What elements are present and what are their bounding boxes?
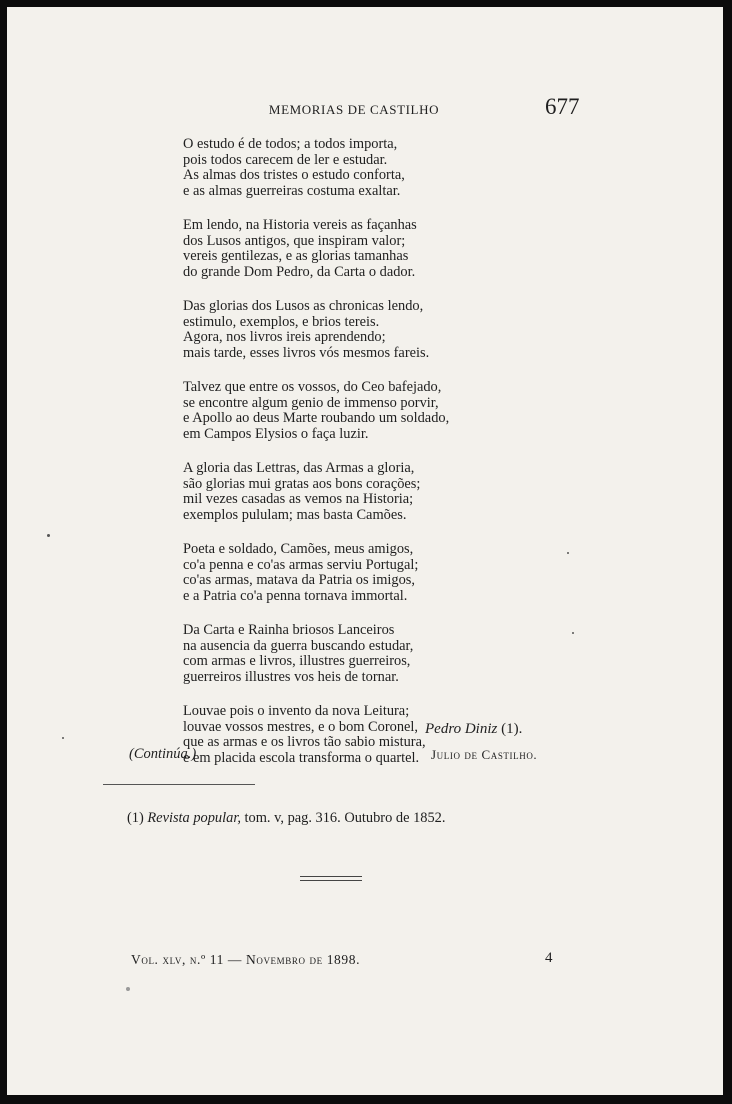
poem-line: Poeta e soldado, Camões, meus amigos,	[183, 541, 414, 557]
poem-line: do grande Dom Pedro, da Carta o dador.	[183, 263, 416, 280]
ink-speck	[62, 737, 64, 739]
stanza	[183, 299, 523, 361]
poem-line: estimulo, exemplos, e brios tereis.	[183, 313, 380, 330]
ink-speck	[567, 552, 569, 554]
poem-line: e a Patria co'a penna tornava immortal.	[183, 587, 408, 604]
footnote	[127, 810, 445, 827]
poem-line: Agora, nos livros ireis aprendendo;	[183, 329, 386, 345]
stanza	[183, 623, 523, 685]
continued-note: (Continúa.)	[129, 746, 197, 762]
poem-line: co'a penna e co'as armas serviu Portugal;	[183, 556, 419, 573]
footnote-divider	[103, 784, 255, 785]
poem-line: louvae vossos mestres, e o bom Coronel,	[183, 718, 419, 735]
poem-line: são glorias mui gratas aos bons corações;	[183, 475, 421, 492]
poem-line: dos Lusos antigos, que inspiram valor;	[183, 232, 406, 249]
footnote-source-title: Revista popular,	[147, 810, 241, 826]
author-footnote-ref: (1).	[501, 721, 523, 737]
poem-line: guerreiros illustres vos heis de tornar.	[183, 668, 399, 685]
article-signature: Julio de Castilho.	[431, 747, 538, 762]
footnote-marker: (1)	[127, 810, 144, 826]
document-page	[7, 7, 723, 1095]
poem-author	[425, 721, 522, 738]
footnote-source-detail: tom. v, pag. 316. Outubro de 1852.	[244, 810, 446, 826]
stanza	[183, 461, 523, 523]
stanza	[183, 218, 523, 280]
poem-line: O estudo é de todos; a todos importa,	[183, 136, 398, 152]
poem-line: em Campos Elysios o faça luzir.	[183, 425, 369, 442]
poem-line: Das glorias dos Lusos as chronicas lendo,	[183, 298, 424, 314]
stanza	[183, 137, 523, 199]
ink-speck	[47, 534, 50, 537]
footer-volume-line: Vol. xlv, n.º 11 — Novembro de 1898.	[131, 952, 361, 967]
poem-line: Louvae pois o invento da nova Leitura;	[183, 703, 410, 719]
poem-line: mil vezes casadas as vemos na Historia;	[183, 491, 414, 507]
poem-line: As almas dos tristes o estudo conforta,	[183, 167, 405, 183]
stanza	[183, 380, 523, 442]
poem-line: Da Carta e Rainha briosos Lanceiros	[183, 622, 395, 638]
poem-line: na ausencia da guerra buscando estudar,	[183, 637, 414, 654]
poem-line: vereis gentilezas, e as glorias tamanhas	[183, 248, 409, 264]
poem-line: e as almas guerreiras costuma exaltar.	[183, 182, 401, 199]
section-ornament	[300, 875, 362, 883]
poem-line: Talvez que entre os vossos, do Ceo bafejado,	[183, 379, 442, 395]
poem-line: e Apollo ao deus Marte roubando um soldado,	[183, 410, 450, 426]
stanza	[183, 542, 523, 604]
poem-line: pois todos carecem de ler e estudar.	[183, 151, 388, 168]
poem-line: e em placida escola transforma o quartel.	[183, 749, 420, 766]
poem	[183, 137, 523, 785]
poem-line: mais tarde, esses livros vós mesmos fareis.	[183, 344, 430, 361]
footer-sheet-number: 4	[545, 950, 553, 966]
running-header-title: MEMORIAS DE CASTILHO	[268, 102, 440, 117]
poem-line: com armas e livros, illustres guerreiros,	[183, 653, 411, 669]
poem-line: exemplos pululam; mas basta Camões.	[183, 506, 407, 523]
ink-speck	[572, 632, 574, 634]
poem-line: co'as armas, matava da Patria os imigos,	[183, 572, 415, 588]
page-number: 677	[545, 94, 580, 119]
poem-line: Em lendo, na Historia vereis as façanhas	[183, 217, 417, 233]
ink-speck	[126, 987, 130, 991]
poem-line: que as armas e os livros tão sabio mistura,	[183, 734, 426, 750]
author-name: Pedro Diniz	[425, 721, 498, 737]
poem-line: se encontre algum genio de immenso porvir,	[183, 394, 439, 411]
poem-line: A gloria das Lettras, das Armas a gloria,	[183, 460, 415, 476]
